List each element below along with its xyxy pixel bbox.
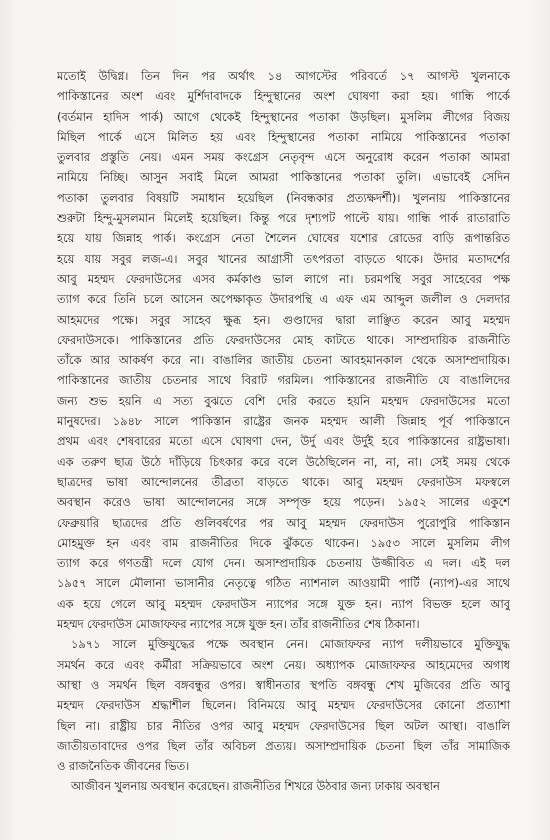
text-line: (বর্তমান হাদিস পার্ক) আগে থেকেই হিন্দুস্থানের পতাকা উড়ছিল। মুসলিম লীগের বিজয় [57, 109, 510, 124]
text-line: ফেরদাউসকে। পাকিস্তানের প্রতি ফেরদাউসের মোহ কাটতে থাকে। সাম্প্রদায়িক রাজনীতি [57, 332, 510, 347]
text-line: আস্থা ও সমর্থন ছিল বঙ্গবন্ধুর ওপর। স্বাধীনতার স্থপতি বঙ্গবন্ধু শেখ মুজিবের প্রতি আবু [57, 677, 510, 692]
text-line: এক তরুণ ছাত্র উঠে দাঁড়িয়ে চিৎকার করে বলে উঠেছিলেন না, না, না। সেই সময় থেকে [57, 454, 510, 469]
text-line: মহম্মদ ফেরদাউস শ্রদ্ধাশীল ছিলেন। বিনিময়ে আবু মহম্মদ ফেরদাউসের কোনো প্রত্যাশা [57, 698, 510, 713]
text-line: ত্যাগ করে তিনি চলে আসেন অপেক্ষাকৃত উদারপন্থি এ এফ এম আব্দুল জলীল ও দেলদার [57, 292, 510, 307]
text-line: নামিয়ে নিচ্ছি। আসুন সবাই মিলে আমরা পাকিস্তানের পতাকা তুলি। এভাবেই সেদিন [57, 170, 510, 185]
text-line: হয়ে যায় জিন্নাহ পার্ক। কংগ্রেস নেতা শৈলেন ঘোষের যশোর রোডের বাড়ি রূপান্তরিত [57, 231, 510, 246]
text-line: ছাত্রদের ভাষা আন্দোলনের তীব্রতা বাড়তে থাকে। আবু মহম্মদ ফেরদাউস মফস্বলে [57, 474, 510, 489]
text-line: মিছিল পার্কে এসে মিলিত হয় এবং হিন্দুস্থানের পতাকা নামিয়ে পাকিস্তানের পতাকা [57, 129, 510, 144]
text-line: সমর্থন করে এবং কর্মীরা সক্রিয়ভাবে অংশ নেয়। অধ্যাপক মোজাফফর আহমেদের অগাধ [57, 657, 510, 672]
text-line: জাতীয়তাবাদের ওপর ছিল তাঁর অবিচল প্রত্যয়। অসাম্প্রদায়িক চেতনা ছিল তাঁর সামাজিক [57, 738, 510, 753]
text-line: ১৯৭১ সালে মুক্তিযুদ্ধের পক্ষে অবস্থান নেন। মোজাফফর ন্যাপ দলীয়ভাবে মুক্তিযুদ্ধ [71, 637, 510, 652]
paragraph [57, 776, 510, 796]
text-line: ত্যাগ করে গণতন্ত্রী দলে যোগ দেন। অসাম্প্রদায়িক চেতনায় উজ্জীবিত এ দল। এই দল [57, 556, 510, 571]
text-line: ও রাজনৈতিক জীবনের ভিত। [57, 759, 190, 774]
text-line: প্রথম এবং শেষবারের মতো এসে ঘোষণা দেন, উর্দু এবং উর্দুই হবে পাকিস্তানের রাষ্ট্রভাষা। [57, 434, 510, 449]
text-line: পাকিস্তানের অংশ এবং মুর্শিদাবাদকে হিন্দুস্থানের অংশ ঘোষণা করা হয়। গান্ধি পার্কে [57, 89, 510, 104]
text-line: আহমদের পক্ষে। সবুর সাহেব ক্ষুব্ধ হন। গুণ্ডাদের দ্বারা লাঞ্ছিত করেন আবু মহম্মদ [57, 312, 510, 327]
text-line: ছিল না। রাষ্ট্রীয় চার নীতির ওপর আবু মহম্মদ ফেরদাউসের ছিল অটল আস্থা। বাঙালি [57, 718, 510, 733]
text-line: মতোই উদ্বিগ্ন। তিন দিন পর অর্থাৎ ১৪ আগস্টের পরিবর্তে ১৭ আগস্ট খুলনাকে [57, 69, 510, 83]
text-line: মানুষদের। ১৯৪৮ সালে পাকিস্তান রাষ্ট্রের জনক মহম্মদ আলী জিন্নাহ পূর্ব পাকিস্তানে [57, 414, 510, 429]
paragraph [57, 634, 510, 776]
text-line: এক হয়ে গেলে আবু মহম্মদ ফেরদাউস ন্যাপের সঙ্গে যুক্ত হন। ন্যাপ বিভক্ত হলে আবু [57, 596, 510, 611]
text-line: মহম্মদ ফেরদাউস মোজাফফর ন্যাপের সঙ্গে যুক্ত হন। তাঁর রাজনীতির শেষ ঠিকানা। [57, 617, 420, 632]
text-line: ১৯৫৭ সালে মৌলানা ভাসানীর নেতৃত্বে গঠিত ন্যাশনাল আওয়ামী পার্টি (ন্যাপ)-এর সাথে [57, 576, 510, 591]
text-line: আবু মহম্মদ ফেরদাউসের এসব কর্মকাণ্ড ভাল লাগে না। চরমপন্থি সবুর সাহেবের পক্ষ [57, 271, 510, 286]
text-line: পতাকা তুলবার বিষয়টি সমাধান হয়েছিল (নিবন্ধকার প্রত্যক্ষদর্শী)। খুলনায় পাকিস্তানের [57, 190, 510, 205]
text-line: তুলবার প্রস্তুতি নেয়। এমন সময় কংগ্রেস নেতৃবৃন্দ এসে অনুরোধ করেন পতাকা আমরা [57, 150, 510, 165]
text-line: জন্য শুভ হয়নি এ সত্য বুঝতে বেশি দেরি করতে হয়নি মহম্মদ ফেরদাউসের মতো [57, 393, 510, 408]
text-line: মোহমুক্ত হন এবং বাম রাজনীতির দিকে ঝুঁকতে থাকেন। ১৯৫৩ সালে মুসলিম লীগ [57, 535, 510, 550]
text-line: অবস্থান করেও ভাষা আন্দোলনের সঙ্গে সম্পৃক্ত হয়ে পড়েন। ১৯৫২ সালের একুশে [57, 495, 510, 510]
text-line: আজীবন খুলনায় অবস্থান করেছেন। রাজনীতির শিখরে উঠবার জন্য ঢাকায় অবস্থান [71, 779, 440, 794]
text-line: শুরুটা হিন্দু-মুসলমান মিলেই হয়েছিল। কিন্তু পরে দৃশ্যপট পাল্টে যায়। গান্ধি পার্ক রাতারাতি [57, 211, 510, 226]
page-body-text [57, 66, 510, 797]
text-line: তাঁকে আর আকর্ষণ করে না। বাঙালির জাতীয় চেতনা আবহমানকাল থেকে অসাম্প্রদায়িক। [57, 353, 510, 368]
text-line: হয়ে যায় সবুর লজ-এ। সবুর খানের আগ্রাসী তৎপরতা বাড়তে থাকে। উদার মতাদর্শের [57, 251, 510, 266]
paragraph [57, 66, 510, 634]
text-line: ফেব্রুয়ারি ছাত্রদের প্রতি গুলিবর্ষণের পর আবু মহম্মদ ফেরদাউস পুরোপুরি পাকিস্তান [57, 515, 510, 530]
text-line: পাকিস্তানের জাতীয় চেতনার সাথে বিরাট গরমিল। পাকিস্তানের রাজনীতি যে বাঙালিদের [57, 373, 510, 388]
